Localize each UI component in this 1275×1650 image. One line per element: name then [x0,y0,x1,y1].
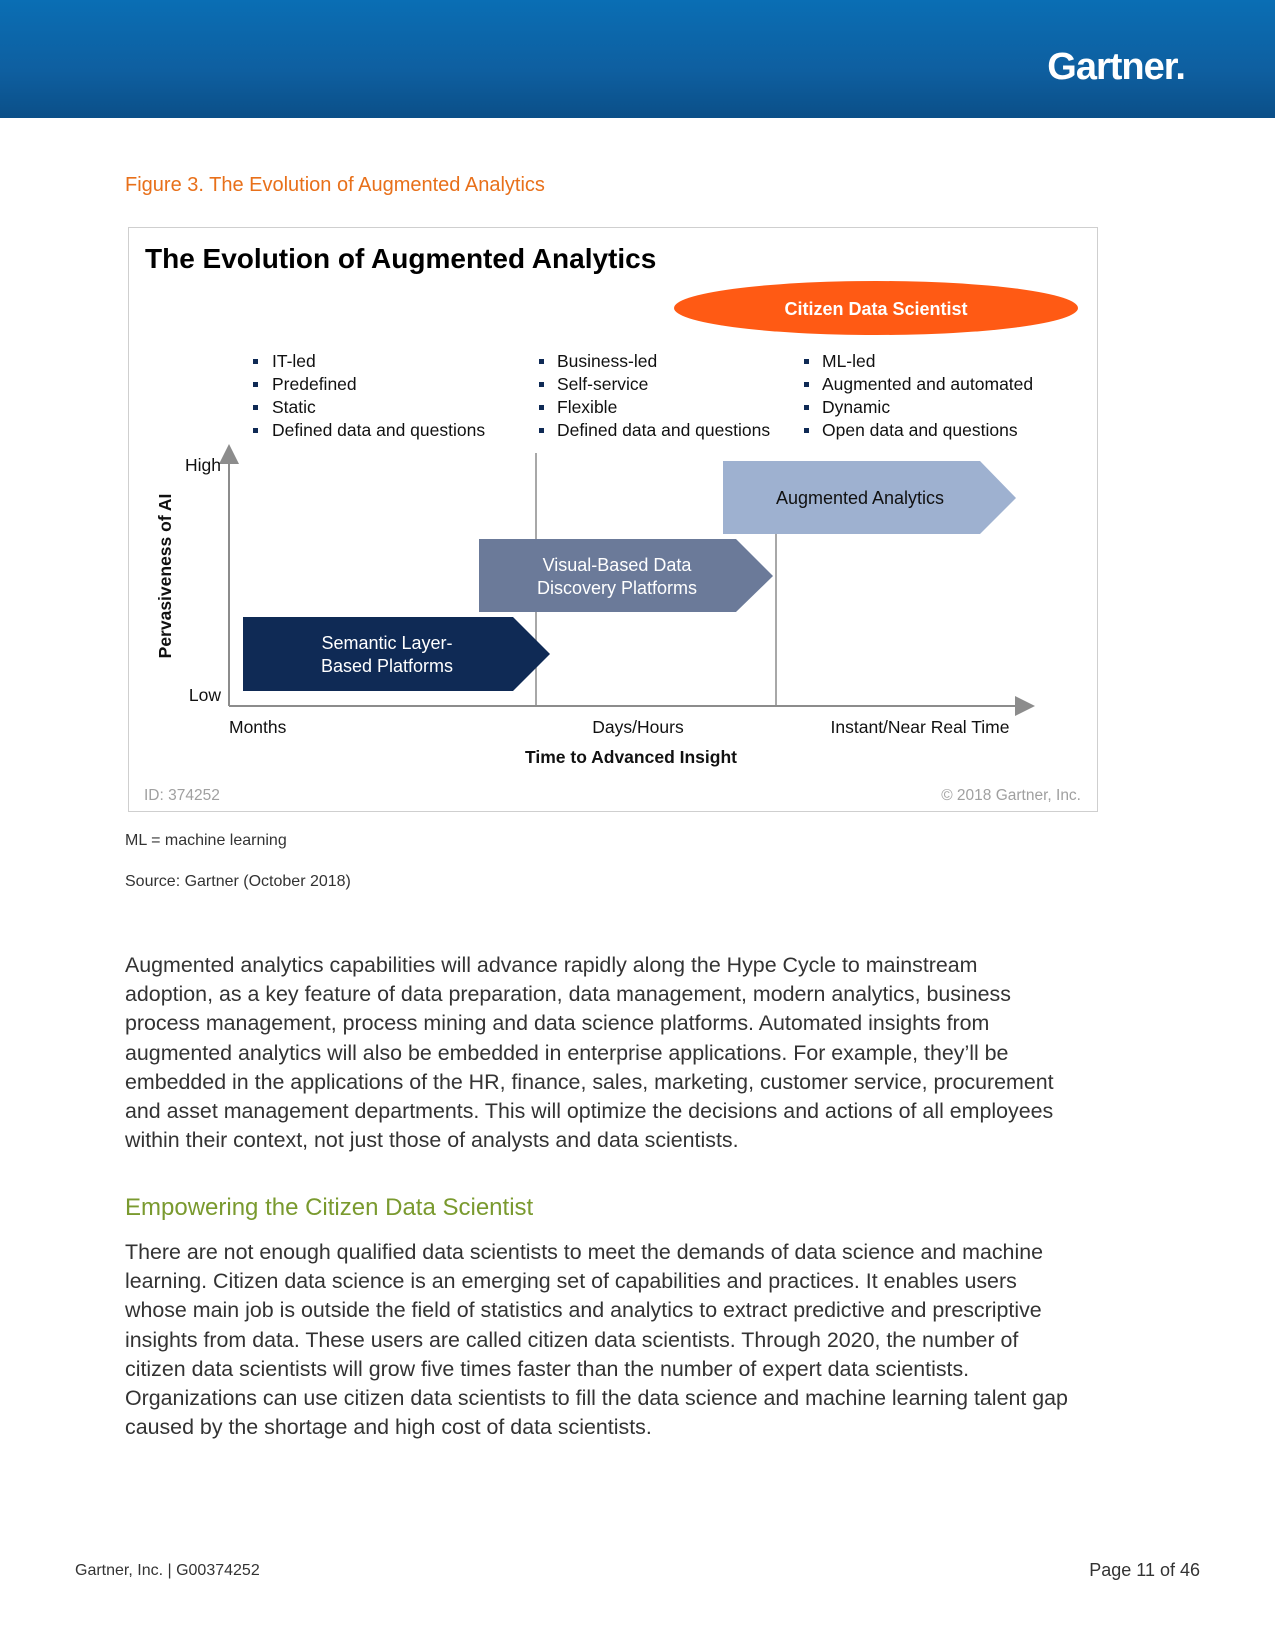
bullet-icon [253,382,258,387]
bullets-column-3 [804,351,1033,440]
footer-page-number: Page 11 of 46 [1089,1560,1200,1580]
stage-label-line: Augmented Analytics [775,488,945,508]
figure-copyright: © 2018 Gartner, Inc. [941,787,1081,804]
bullet-icon [539,405,544,410]
bullet-item: Self-service [557,374,649,394]
stage-arrow-semantic [243,617,550,691]
figure-caption: Figure 3. The Evolution of Augmented Analytics [125,174,545,196]
paragraph-line: augmented analytics will also be embedded in enterprise applications. For example, they’ll be [125,1040,1009,1065]
bullet-item: IT-led [272,351,316,371]
y-axis-label: Pervasiveness of AI [155,493,175,659]
gartner-logo: Gartner. [1047,46,1185,88]
stage-label-line: Based Platforms [320,656,454,676]
bullet-icon [253,428,258,433]
stage-arrow-visual [479,539,773,612]
bullet-icon [539,428,544,433]
paragraph-line: insights from data. These users are called citizen data scientists. Through 2020, the number of [125,1327,1019,1352]
bullet-icon [253,359,258,364]
citizen-banner-text: Citizen Data Scientist [784,299,968,319]
bullet-item: Dynamic [822,397,891,417]
bullet-icon [804,382,809,387]
bullets-column-2 [539,351,770,440]
figure-box [128,227,1098,812]
bullet-item: Defined data and questions [272,420,486,440]
x-axis-label: Time to Advanced Insight [525,747,737,767]
x-tick-instant: Instant/Near Real Time [830,717,1010,737]
abbreviation-note: ML = machine learning [125,832,287,849]
source-note: Source: Gartner (October 2018) [125,873,351,890]
bullet-icon [804,405,809,410]
bullet-icon [804,428,809,433]
paragraph-line: adoption, as a key feature of data preparation, data management, modern analytics, business [125,982,1011,1007]
paragraph-line: citizen data scientists will grow five times faster than the number of expert data scientists. [125,1356,970,1381]
paragraph-1 [125,951,1155,1155]
bullet-item: ML-led [822,351,876,371]
bullet-item: Defined data and questions [557,420,771,440]
paragraph-line: process management, process mining and data science platforms. Automated insights from [125,1011,990,1036]
diagram-title: The Evolution of Augmented Analytics [145,243,657,274]
bullet-item: Flexible [557,397,618,417]
paragraph-2 [125,1238,1155,1442]
y-axis-high: High [185,455,221,475]
paragraph-line: and asset management departments. This will optimize the decisions and actions of all employees [125,1099,1054,1124]
bullet-icon [804,359,809,364]
paragraph-line: Organizations can use citizen data scientists to fill the data science and machine learning talent gap [125,1386,1068,1411]
paragraph-line: within their context, not just those of analysts and data scientists. [125,1128,739,1153]
paragraph-line: learning. Citizen data science is an emerging set of capabilities and practices. It enables users [125,1269,1017,1294]
y-axis-low: Low [188,685,221,705]
bullet-icon [539,359,544,364]
paragraph-line: Augmented analytics capabilities will advance rapidly along the Hype Cycle to mainstream [125,953,978,977]
bullet-item: Predefined [272,374,357,394]
header-banner [0,0,1275,118]
bullet-item: Business-led [557,351,658,371]
stage-label-line: Semantic Layer- [321,633,453,653]
bullet-item: Augmented and automated [822,374,1034,394]
evolution-diagram [129,228,1097,811]
footer-doc-id: Gartner, Inc. | G00374252 [75,1562,260,1579]
bullet-icon [253,405,258,410]
bullet-item: Open data and questions [822,420,1018,440]
paragraph-line: embedded in the applications of the HR, finance, sales, marketing, customer service, procurement [125,1069,1054,1094]
stage-label-line: Discovery Platforms [536,578,698,598]
paragraph-line: There are not enough qualified data scientists to meet the demands of data science and machine [125,1240,1044,1264]
x-tick-months: Months [229,717,287,737]
figure-id: ID: 374252 [144,787,220,804]
x-tick-days: Days/Hours [592,717,684,737]
bullet-item: Static [272,397,316,417]
section-heading: Empowering the Citizen Data Scientist [125,1194,534,1221]
bullet-icon [539,382,544,387]
paragraph-line: caused by the shortage and high cost of data scientists. [125,1415,652,1440]
stage-label-line: Visual-Based Data [542,555,692,575]
bullets-column-1 [253,351,485,440]
paragraph-line: whose main job is outside the field of statistics and analytics to extract predictive and prescriptive [125,1298,1042,1323]
